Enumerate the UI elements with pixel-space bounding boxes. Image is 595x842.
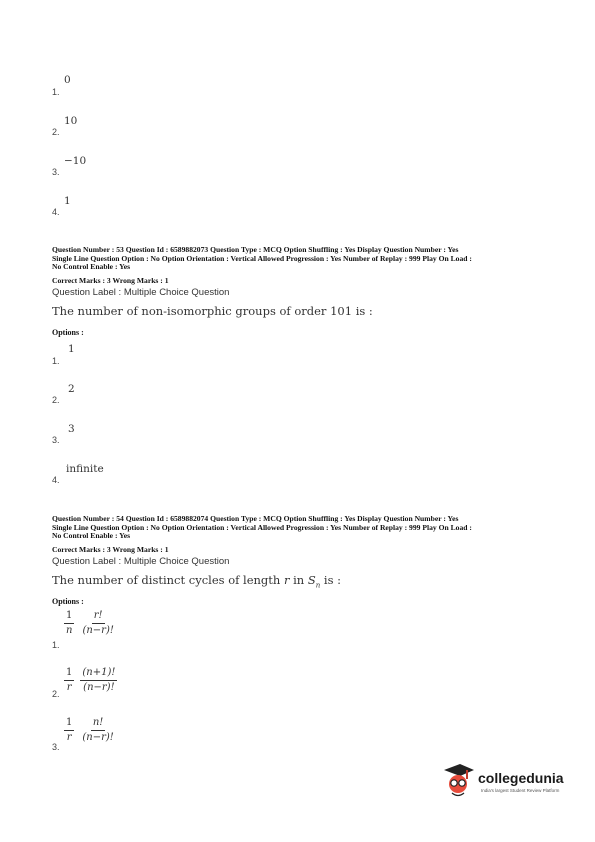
question-54-meta-line-2: Single Line Question Option : No Option Orientation : Vertical Allowed Progression : Yes Number of Replay : 999 Play On Load : [52,522,472,532]
question-54-option-2-fraction-b [80,667,117,694]
question-54-label: Question Label : Multiple Choice Question [52,556,230,567]
question-54-option-1-fraction-a [64,610,74,637]
question-53-label: Question Label : Multiple Choice Question [52,287,230,298]
question-54-text-var: r [283,573,290,587]
question-54-meta-line-1: Question Number : 54 Question Id : 6589882074 Question Type : MCQ Option Shuffling : Yes Display Question Number : Yes [52,514,459,523]
fraction-numerator: 1 [64,610,74,624]
question-54-meta-line-3: No Control Enable : Yes [52,531,131,541]
prev-option-2-value: 10 [64,115,78,127]
fraction-numerator: r! [92,610,105,624]
question-53-option-2-value: 2 [68,383,75,395]
fraction-numerator: n! [91,717,105,731]
question-53-option-4-number: 4. [52,475,60,485]
question-54-text [52,573,341,589]
fraction-numerator: (n+1)! [80,667,117,681]
question-53-option-3-value: 3 [68,423,75,435]
prev-option-2-number: 2. [52,127,60,137]
question-53-meta-line-2: Single Line Question Option : No Option Orientation : Vertical Allowed Progression : Yes Number of Replay : 999 Play On Load : [52,253,472,263]
question-54-text-mid: in [289,573,308,587]
question-53-option-2-number: 2. [52,395,60,405]
fraction-denominator: r [66,682,72,693]
question-54-option-2-fraction-a [64,667,74,694]
question-54-options-heading: Options : [52,597,84,606]
question-54-option-3-fraction-b [80,717,115,744]
prev-option-3-number: 3. [52,167,60,177]
prev-option-3-value: −10 [64,155,87,167]
question-54-option-1-fraction-b [80,610,115,637]
prev-option-1-number: 1. [52,87,60,97]
question-54-option-3-fraction-a [64,717,74,744]
question-53-options-heading: Options : [52,328,84,337]
question-54-text-sym: S [307,573,316,587]
question-53-option-3-number: 3. [52,435,60,445]
question-54-option-3-expression [64,717,116,744]
logo-tagline: India's largest Student Review Platform [481,788,560,793]
logo-wordmark: collegedunia [478,770,564,786]
question-54-text-sub: n [315,581,321,590]
question-54-option-2-expression [64,667,117,694]
question-54-option-1-number: 1. [52,640,60,650]
question-54-metadata [52,515,547,541]
question-54-option-1-expression [64,610,116,637]
question-53-option-4-value: infinite [66,463,104,475]
fraction-denominator: n [66,625,73,636]
prev-option-4-value: 1 [64,195,71,207]
question-54-option-3-number: 3. [52,742,60,752]
collegedunia-logo [440,762,580,802]
prev-option-1-value: 0 [64,74,71,86]
question-53-meta-line-1: Question Number : 53 Question Id : 6589882073 Question Type : MCQ Option Shuffling : Yes Display Question Number : Yes [52,245,459,254]
fraction-denominator: r [66,732,72,743]
question-53-marks: Correct Marks : 3 Wrong Marks : 1 [52,276,169,285]
question-53-meta-line-3: No Control Enable : Yes [52,262,131,272]
fraction-denominator: (n−r)! [83,682,115,693]
fraction-denominator: (n−r)! [82,625,114,636]
fraction-numerator: 1 [64,717,74,731]
graduate-mascot-icon [440,762,476,800]
fraction-numerator: 1 [64,667,74,681]
question-54-text-suffix: is : [320,573,342,587]
question-53-option-1-number: 1. [52,356,60,366]
question-54-marks: Correct Marks : 3 Wrong Marks : 1 [52,545,169,554]
question-54-text-prefix: The number of distinct cycles of length [52,573,284,587]
question-54-option-2-number: 2. [52,689,60,699]
question-53-option-1-value: 1 [68,343,75,355]
prev-option-4-number: 4. [52,207,60,217]
question-53-text: The number of non-isomorphic groups of order 101 is : [52,304,373,318]
question-53-metadata [52,246,547,272]
fraction-denominator: (n−r)! [82,732,114,743]
